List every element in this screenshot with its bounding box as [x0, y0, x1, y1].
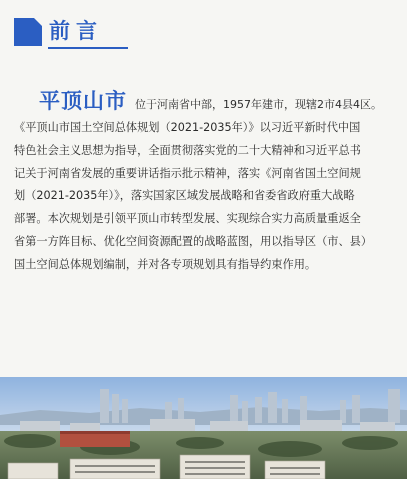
body-line: 部署。本次规划是引领平顶山市转型发展、实现综合实力高质量重返全	[14, 212, 361, 226]
section-header	[14, 16, 214, 50]
section-corner-icon	[14, 18, 42, 46]
skyline-illustration	[0, 377, 407, 479]
body-line: 记关于河南省发展的重要讲话指示批示精神，落实《河南省国土空间规	[14, 166, 361, 180]
body-paragraph	[14, 117, 395, 277]
intro-block	[14, 87, 395, 277]
body-line: 划（2021-2035年）》，落实国家区域发展战略和省委省政府重大战略	[14, 189, 355, 203]
section-underline	[48, 47, 128, 49]
section-title: 前言	[49, 19, 103, 43]
city-name: 平顶山市	[39, 89, 127, 113]
city-description: 位于河南省中部，1957年建市，现辖2市4县4区。	[135, 98, 382, 111]
city-skyline-photo	[0, 377, 407, 479]
intro-line	[14, 87, 395, 115]
body-line: 国土空间总体规划编制，并对各专项规划具有指导约束作用。	[14, 257, 317, 271]
body-line: 特色社会主义思想为指导，全面贯彻落实党的二十大精神和习近平总书	[14, 143, 361, 157]
body-line: 省第一方阵目标、优化空间资源配置的战略蓝图，用以指导区（市、县）	[14, 234, 373, 248]
body-line: 《平顶山市国土空间总体规划（2021-2035年）》以习近平新时代中国	[14, 121, 361, 134]
